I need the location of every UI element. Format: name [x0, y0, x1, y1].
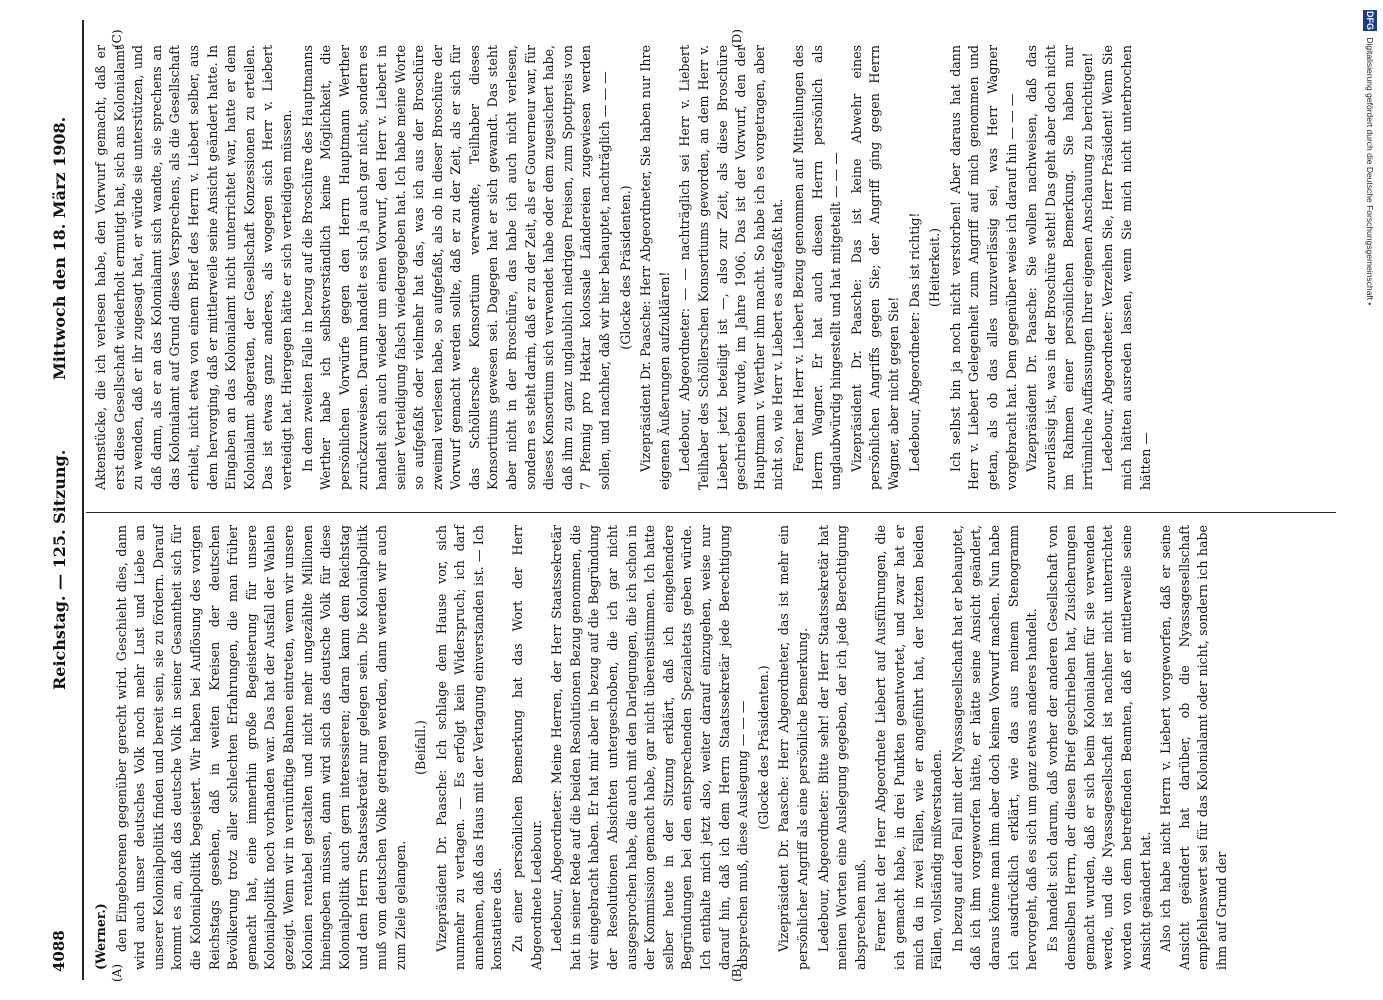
- laughter-note: (Heiterkeit.): [927, 228, 943, 307]
- paragraph: Ferner hat Herr v. Liebert Bezug genommen auf Mitteilungen des Herrn Wagner. Er hat auch diesen Herrn persönlich als unglaubwürdig hingestellt und hat mitgeteilt — — —: [790, 45, 844, 490]
- paragraph: Es handelt sich darum, daß vorher der anderen Gesellschaft von demselben Herrn, der diesen Brief geschrieben hat, Zusicherungen gemacht wurden, daß er sich beim Kolonialamt für sie verwenden werde, und die Nyassagesellschaft ist nachher nicht unterrichtet worden von dem betreffenden Beamten, daß er mittlerweile seine Ansicht geändert hat.: [1044, 525, 1153, 970]
- margin-marker-b: (B): [730, 963, 744, 982]
- paragraph: Zu einer persönlichen Bemerkung hat das Wort der Herr Abgeordnete Ledebour.: [510, 525, 544, 970]
- bell-note: (Glocke des Präsidenten.): [755, 665, 771, 830]
- margin-marker-a: (A): [110, 963, 124, 982]
- paragraph: Ferner hat der Herr Abgeordnete Liebert auf Ausführungen, die ich gemacht habe, in drei Punkten geantwortet, und zwar hat er mich da in zwei Fällen, wie er angeführt hat, der letzten beiden Fällen, vollständig mißverstanden.: [873, 525, 945, 970]
- paragraph: Vizepräsident Dr. Paasche: Sie wollen nachweisen, daß das zuverlässig ist, was in der Broschüre steht! Das geht aber doch nicht im Rahmen einer persönlichen Bemerkung. Sie haben nur irrtümliche Auffassungen Ihrer eigenen Anschauung zu berichtigen!: [1024, 45, 1095, 490]
- applause-note: (Beifall.): [413, 720, 429, 775]
- column-right: [92, 45, 1157, 490]
- paragraph: Ledebour, Abgeordneter: Meine Herren, der Herr Staatssekretär hat in seiner Rede auf die beiden Resolutionen Bezug genommen, die wir eingebracht haben. Er hat mir aber in bezug auf die Begründung der Resolutionen Absichten untergeschoben, die ich gar nicht ausgesprochen habe, die auch mit den Darlegungen, die ich schon in der Kommission gemacht habe, gar nicht übereinstimmen. Ich hatte selber heute in der Sitzung erklärt, daß ich eingehendere Begründungen bei den entsprechenden Spezialetats geben würde. Ich enthalte mich jetzt also, weiter darauf einzugehen, weise nur darauf hin, daß ich dem Herrn Staatssekretär jede Berechtigung absprechen muß, diese Auslegung — — —: [549, 525, 751, 970]
- speaker-label: (Werner.): [93, 903, 108, 970]
- paragraph: In dem zweiten Falle in bezug auf die Broschüre des Hauptmanns Werther habe ich selbstverständlich keine Möglichkeit, die persönlichen Vorwürfe gegen den Herrn Hauptmann Werther zurückzuweisen. Darum handelt es sich ja auch gar nicht, sondern es handelt sich auch wieder um einen Vorwurf, den Herr v. Liebert in seiner Verteidigung falsch wiedergegeben hat. Ich habe meine Worte so aufgefaßt oder vielmehr hat das, was ich aus der Broschüre zweimal verlesen habe, so aufgefaßt, als ob in dieser Broschüre der Vorwurf gemacht werden sollte, daß er zu der Zeit, als er sich für das Schöllersche Konsortium verwandte, Teilhaber dieses Konsortiums gewesen sei. Dagegen hat er sich gewandt. Das steht aber nicht in der Broschüre, das habe ich auch nicht verlesen, sondern es steht darin, daß er zu der Zeit, als er Gouverneur war, für dieses Konsortium sich verwendet habe oder dem zugesichert habe, daß ihm zu ganz unglaublich niedrigen Preisen, zum Spottpreis von 7 Pfennig pro Hektar kolossale Ländereien zugewiesen werden sollen, und nachher, daß wir hier behauptet, nachträglich — — —: [299, 45, 613, 490]
- column-divider: [86, 512, 1336, 513]
- paragraph: Ledebour, Abgeordneter: Bitte sehr! der Herr Staatssekretär hat meinen Worten eine Auslegung gegeben, der ich jede Berechtigung absprechen muß.: [815, 525, 868, 970]
- digitization-credit: [1363, 10, 1377, 305]
- paragraph: Also ich habe nicht Herrn v. Liebert vorgeworfen, daß er seine Ansicht geändert hat darüber, ob die Nyassagesellschaft empfehlenswert sei für das Kolonialamt oder nicht, sondern ich habe ihm auf Grund der: [1158, 525, 1230, 970]
- paragraph: Vizepräsident Dr. Paasche: Herr Abgeordneter, das ist mehr ein persönlicher Angriff als eine persönliche Bemerkung.: [776, 525, 810, 970]
- column-left: [92, 525, 1234, 970]
- paragraph: den Eingeborenen gegenüber gerecht wird. Geschieht dies, dann wird auch unser deutsches Volk noch mehr Lust und Liebe an unserer Kolonialpolitik finden und bereit sein, sie zu fördern. Darauf kommt es an, daß das deutsche Volk in seiner Gesamtheit sich für die Kolonialpolitik begeistert. Wir haben bei Auflösung des vorigen Reichstags gesehen, daß in weiten Kreisen der deutschen Bevölkerung trotz aller schlechten Erfahrungen, die man früher gemacht hat, eine immerhin große Begeisterung für unsere Kolonialpolitik noch vorhanden war. Das hat der Ausfall der Wahlen gezeigt. Wenn wir in vernünftige Bahnen eintreten, wenn wir unsere Kolonien rentabel gestalten und nicht mehr ungezählte Millionen hineingeben müssen, dann wird sich das deutsche Volk für diese Kolonialpolitik auch gern interessieren; daran kann dem Reichstag und dem Herrn Staatssekretär nur gelegen sein. Die Kolonialpolitik muß vom deutschen Volke getragen werden, dann werden wir auch zum Ziele gelangen.: [113, 525, 408, 970]
- page-number: 4088: [50, 930, 68, 972]
- dfg-logo: DFG: [1365, 11, 1375, 30]
- margin-marker-c: (C): [110, 29, 124, 48]
- paragraph: Vizepräsident Dr. Paasche: Das ist keine Abwehr eines persönlichen Angriffs gegen Sie; der Angriff ging gegen Herrn Wagner, aber nicht gegen Sie!: [848, 45, 901, 490]
- paragraph: Ledebour, Abgeordneter: Das ist richtig!: [906, 212, 922, 472]
- paragraph: Vizepräsident Dr. Paasche: Herr Abgeordneter, Sie haben nur Ihre eigenen Äußerungen aufzuklären!: [638, 45, 672, 490]
- paragraph: Ich selbst bin ja noch nicht verstorben! Aber daraus hat dann Herr v. Liebert Gelegenheit zum Angriff auf mich genommen und getan, als ob das alles unzuverlässig sei, was Herr Wagner vorgebracht hat. Dem gegenüber weise ich darauf hin — — —: [947, 45, 1019, 490]
- paragraph: In bezug auf den Fall mit der Nyassagesellschaft hat er behauptet, daß ich ihm vorgeworfen hätte, er hätte seine Ansicht geändert, daraus könne man ihm aber doch keinen Vorwurf machen. Nun habe ich ausdrücklich erklärt, wie das aus meinem Stenogramm hervorgeht, daß es sich um ganz etwas anderes handelt.: [949, 525, 1040, 970]
- page-header: [40, 20, 80, 980]
- bell-note: (Glocke des Präsidenten.): [617, 185, 633, 350]
- paragraph: Ledebour, Abgeordneter: Verzeihen Sie, Herr Präsident! Wenn Sie mich hätten ausreden lassen, wenn Sie mich nicht unterbrochen hätten —: [1100, 45, 1153, 490]
- margin-marker-d: (D): [730, 29, 744, 48]
- session-title: Reichstag. — 125. Sitzung.: [50, 449, 69, 690]
- paragraph: Vizepräsident Dr. Paasche: Ich schlage dem Hause vor, sich nunmehr zu vertagen. — Es erfolgt kein Widerspruch; ich darf annehmen, daß das Haus mit der Vertagung einverstanden ist. — Ich konstatiere das.: [433, 525, 505, 970]
- session-date: Mittwoch den 18. März 1908.: [50, 116, 69, 380]
- credit-text: Digitalisierung gefördert durch die Deutsche Forschungsgemeinschaft •: [1365, 37, 1375, 306]
- paragraph: Aktenstücke, die ich verlesen habe, den Vorwurf gemacht, daß er erst diese Gesellschaft wiederholt ermutigt hat, sich ans Kolonialamt zu wenden, daß er ihr zugesagt hat, er würde sie unterstützen, und daß dann, als er an das Kolonialamt sich wandte, sie sprechens an das Kolonialamt auf Grund dieses Versprechens, als die Gesellschaft erhielt, nicht etwa von einem Brief des Herrn v. Liebert selber, aus dem hervorging, daß er mittlerweile seine Ansicht geändert hatte. In Eingaben an das Kolonialamt nicht unterrichtet war, hatte er dem Kolonialamt abgeraten, der Gesellschaft Konzessionen zu erteilen. Das ist etwas ganz anderes, als wogegen sich Herr v. Liebert verteidigt hat. Hiergegen hätte er sich verteidigen müssen.: [93, 45, 294, 490]
- paragraph: Ledebour, Abgeordneter: — — nachträglich sei Herr v. Liebert Teilhaber des Schöllerschen Konsortiums geworden, an dem Herr v. Liebert jetzt beteiligt ist —, also zur Zeit, als diese Broschüre geschrieben wurde, im Jahre 1906. Das ist der Vorwurf, den der Hauptmann v. Werther ihm macht. So habe ich es vorgetragen, aber nicht so, wie Herr v. Liebert es aufgefaßt hat.: [677, 45, 786, 490]
- header-rule: [82, 20, 84, 980]
- rotated-page: [40, 20, 1340, 980]
